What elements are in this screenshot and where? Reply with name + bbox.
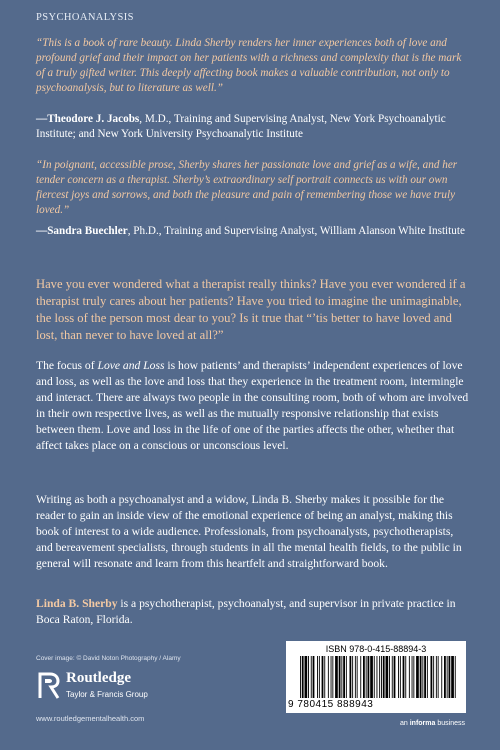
description-paragraph-1 (36, 358, 472, 454)
endorsement-quote-1: “This is a book of rare beauty. Linda Sherby renders her inner experiences both of love and profound grief and their impact on her patients with a richness and complexity that is the mark of a truly gifted writer. This deeply affecting book makes a valuable contribution, not only to psychoanalysis, but to literature as well.” (36, 37, 462, 94)
endorser-name: —Theodore J. Jacobs (36, 113, 140, 125)
informa-brand: informa (409, 720, 436, 727)
endorser-name: —Sandra Buechler (36, 225, 128, 237)
publisher-name: Routledge (66, 670, 131, 686)
author-bio-text: is a psychotherapist, psychoanalyst, and supervisor in private practice in Boca Raton, Florida. (36, 597, 456, 626)
barcode-digits: 9 780415 888943 (288, 699, 374, 710)
endorser-credentials: , M.D., Training and Supervising Analyst, New York Psychoanalytic Institute; and New York University Psychoanalytic Institute (36, 113, 446, 140)
book-title: Love and Loss (97, 359, 165, 372)
endorsement-quote-2: “In poignant, accessible prose, Sherby shares her passionate love and grief as a wife, and her tender concern as a therapist. Sherby’s extraordinary self portrait connects us with our own fiercest joys and sorrows, and both the pleasure and pain of remembering those we have truly loved.” (36, 159, 458, 216)
description-text: is how patients’ and therapists’ independent experiences of love and loss, as well as the love and loss that they experience in the treatment room, intermingle and interact. There are always two people in the consulting room, both of whom are involved in their own respective lives, as well as the mutually responsive relationship that exists between them. Love and loss in the life of one of the parties affects the other, whether that affect takes place on a conscious or unconscious level. (36, 359, 469, 452)
publisher-url[interactable]: www.routledgementalhealth.com (36, 714, 145, 723)
informa-tagline (400, 720, 465, 727)
isbn-barcode (286, 641, 466, 713)
isbn-label: ISBN 978-0-415-88894-3 (325, 644, 427, 654)
lead-paragraph: Have you ever wondered what a therapist really thinks? Have you ever wondered if a therapist truly cares about her patients? Have you tried to imagine the unimaginable, the loss of the person most dear to you? Is it true that “’tis better to have loved and lost, than never to have loved at all?” (36, 277, 466, 342)
barcode-bars (300, 656, 456, 698)
author-name: Linda B. Sherby (36, 597, 118, 610)
author-bio (36, 596, 472, 628)
publisher-subtitle: Taylor & Francis Group (66, 690, 148, 699)
endorser-credentials: , Ph.D., Training and Supervising Analyst, William Alanson White Institute (127, 225, 465, 237)
endorsement-attribution-2 (36, 224, 472, 239)
informa-text: an (400, 720, 410, 727)
cover-image-credit: Cover image: © David Noton Photography / Alamy (36, 655, 181, 662)
publisher-logo (36, 668, 186, 704)
endorsement-attribution-1 (36, 112, 472, 142)
informa-text: business (435, 720, 465, 727)
routledge-r-icon (36, 670, 62, 700)
category-label: PSYCHOANALYSIS (36, 12, 134, 23)
description-text: The focus of (36, 359, 98, 372)
description-paragraph-2: Writing as both a psychoanalyst and a widow, Linda B. Sherby makes it possible for the reader to gain an inside view of the emotional experience of being an analyst, making this book of interest to a wide audience. Professionals, from psychoanalysts, psychotherapists, and bereavement specialists, through students in all the mental health fields, to the public in general will resonate and learn from this heartfelt and straightforward book. (36, 493, 462, 570)
